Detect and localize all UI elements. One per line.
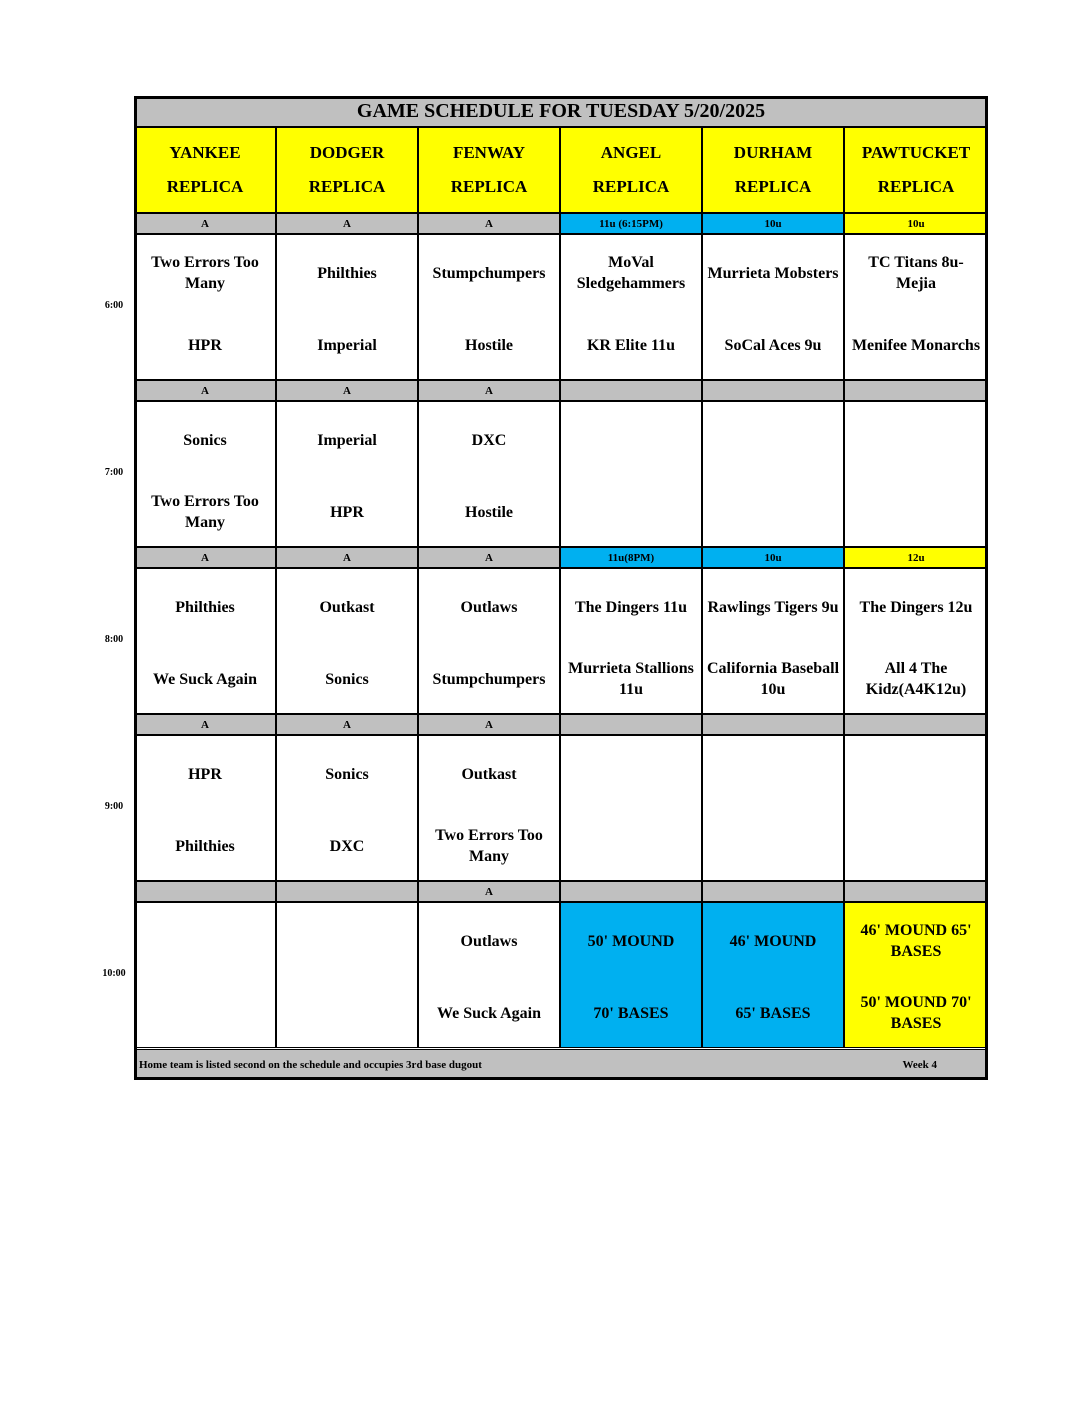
division-label: 12u xyxy=(844,547,988,568)
away-team xyxy=(849,744,983,804)
division-label xyxy=(702,714,844,735)
game-cell xyxy=(418,234,560,380)
game-cell xyxy=(418,902,560,1048)
home-team xyxy=(565,816,697,876)
venue-header-angel xyxy=(560,127,702,213)
field-info-top: 46' MOUND 65' BASES xyxy=(860,922,972,960)
home-team: Stumpchumpers xyxy=(432,670,546,688)
home-team: Murrieta Stallions 11u xyxy=(568,660,694,698)
time-label: 6:00 xyxy=(104,300,124,311)
division-label xyxy=(844,380,988,401)
venue-subtitle: REPLICA xyxy=(734,177,812,196)
home-team: Hostile xyxy=(465,336,513,354)
field-dimensions-cell xyxy=(844,902,988,1048)
division-label: 10u xyxy=(844,213,988,234)
home-team: Sonics xyxy=(325,670,369,688)
game-cell xyxy=(560,401,702,547)
footer-note: Home team is listed second on the schedule and occupies 3rd base dugout xyxy=(139,1058,482,1071)
division-label: A xyxy=(418,881,560,902)
home-team: HPR xyxy=(330,503,364,521)
away-team: Outlaws xyxy=(460,932,518,950)
home-team: DXC xyxy=(329,837,365,855)
home-team: Two Errors Too Many xyxy=(151,493,259,531)
home-team xyxy=(707,482,839,542)
field-info-bottom: 65' BASES xyxy=(735,1004,811,1022)
home-team: California Baseball 10u xyxy=(707,660,840,698)
division-label: A xyxy=(276,547,418,568)
division-label: 10u xyxy=(702,213,844,234)
field-dimensions-cell xyxy=(702,902,844,1048)
field-dimensions-cell xyxy=(560,902,702,1048)
away-team: Outlaws xyxy=(460,598,518,616)
away-team: The Dingers 12u xyxy=(859,598,973,616)
venue-subtitle: REPLICA xyxy=(877,177,955,196)
away-team: The Dingers 11u xyxy=(574,598,687,616)
home-team: Philthies xyxy=(175,837,235,855)
venue-header-yankee xyxy=(134,127,276,213)
field-info-top: 50' MOUND xyxy=(587,932,675,950)
division-label: A xyxy=(134,213,276,234)
field-info-bottom: 70' BASES xyxy=(593,1004,669,1022)
venue-header-pawtucket xyxy=(844,127,988,213)
division-label: A xyxy=(418,714,560,735)
away-team: MoVal Sledgehammers xyxy=(576,254,686,292)
game-cell xyxy=(560,735,702,881)
home-team xyxy=(565,482,697,542)
division-label: A xyxy=(134,714,276,735)
venue-name: PAWTUCKET xyxy=(861,143,971,162)
home-team: We Suck Again xyxy=(152,670,258,688)
game-cell xyxy=(844,401,988,547)
game-cell xyxy=(276,401,418,547)
game-cell xyxy=(276,735,418,881)
away-team: Murrieta Mobsters xyxy=(707,264,839,282)
game-cell xyxy=(134,735,276,881)
division-label: 11u(8PM) xyxy=(560,547,702,568)
home-team: KR Elite 11u xyxy=(586,336,675,354)
away-team xyxy=(139,911,271,971)
division-label: A xyxy=(134,547,276,568)
division-label: A xyxy=(418,380,560,401)
game-cell xyxy=(418,568,560,714)
game-cell xyxy=(418,401,560,547)
away-team: Imperial xyxy=(317,431,377,449)
game-cell xyxy=(134,234,276,380)
week-label: Week 4 xyxy=(902,1058,937,1071)
field-info-top: 46' MOUND xyxy=(729,932,817,950)
away-team: Outkast xyxy=(319,598,375,616)
away-team: HPR xyxy=(188,765,222,783)
home-team: Two Errors Too Many xyxy=(435,827,543,865)
venue-header-fenway xyxy=(418,127,560,213)
venue-name: DURHAM xyxy=(733,143,813,162)
division-label xyxy=(560,714,702,735)
footer-bar xyxy=(134,1049,988,1080)
away-team: Stumpchumpers xyxy=(432,264,546,282)
game-cell xyxy=(702,401,844,547)
game-cell xyxy=(418,735,560,881)
time-column xyxy=(94,96,134,1080)
game-cell xyxy=(560,568,702,714)
away-team: Philthies xyxy=(317,264,377,282)
time-label: 9:00 xyxy=(104,801,124,812)
division-label xyxy=(844,881,988,902)
away-team xyxy=(565,744,697,804)
away-team: Sonics xyxy=(183,431,227,449)
away-team xyxy=(707,744,839,804)
venue-name: YANKEE xyxy=(169,143,241,162)
division-label: A xyxy=(418,213,560,234)
time-label: 7:00 xyxy=(104,467,124,478)
division-label: A xyxy=(276,213,418,234)
away-team: Rawlings Tigers 9u xyxy=(707,598,839,616)
division-label xyxy=(560,380,702,401)
home-team xyxy=(849,482,983,542)
time-label: 8:00 xyxy=(104,634,124,645)
away-team: DXC xyxy=(471,431,507,449)
venue-header-dodger xyxy=(276,127,418,213)
division-label xyxy=(134,881,276,902)
division-label xyxy=(702,380,844,401)
division-label xyxy=(276,881,418,902)
away-team: Two Errors Too Many xyxy=(151,254,259,292)
division-label: A xyxy=(134,380,276,401)
away-team xyxy=(281,911,413,971)
home-team: All 4 The Kidz(A4K12u) xyxy=(865,660,967,698)
venue-header-durham xyxy=(702,127,844,213)
time-label: 10:00 xyxy=(102,968,126,979)
division-label xyxy=(560,881,702,902)
game-cell xyxy=(134,401,276,547)
game-cell xyxy=(276,902,418,1048)
game-cell xyxy=(702,735,844,881)
home-team: SoCal Aces 9u xyxy=(724,336,822,354)
home-team: Hostile xyxy=(465,503,513,521)
division-label: 10u xyxy=(702,547,844,568)
home-team xyxy=(139,983,271,1043)
venue-subtitle: REPLICA xyxy=(450,177,528,196)
division-label xyxy=(702,881,844,902)
away-team: TC Titans 8u-Mejia xyxy=(868,254,964,292)
game-cell xyxy=(844,234,988,380)
game-cell xyxy=(276,234,418,380)
home-team: Menifee Monarchs xyxy=(851,336,981,354)
venue-name: FENWAY xyxy=(452,143,526,162)
away-team: Sonics xyxy=(325,765,369,783)
venue-subtitle: REPLICA xyxy=(308,177,386,196)
home-team: Imperial xyxy=(317,336,377,354)
division-label: 11u (6:15PM) xyxy=(560,213,702,234)
away-team: Philthies xyxy=(175,598,235,616)
game-cell xyxy=(844,568,988,714)
game-cell xyxy=(702,568,844,714)
game-cell xyxy=(134,568,276,714)
home-team xyxy=(281,983,413,1043)
game-cell xyxy=(844,735,988,881)
home-team: We Suck Again xyxy=(436,1004,542,1022)
away-team xyxy=(849,410,983,470)
game-cell xyxy=(702,234,844,380)
home-team xyxy=(707,816,839,876)
home-team xyxy=(849,816,983,876)
game-cell xyxy=(276,568,418,714)
home-team: HPR xyxy=(188,336,222,354)
venue-subtitle: REPLICA xyxy=(166,177,244,196)
away-team xyxy=(707,410,839,470)
division-label xyxy=(844,714,988,735)
division-label: A xyxy=(276,380,418,401)
schedule-table xyxy=(134,96,988,1080)
away-team: Outkast xyxy=(461,765,517,783)
venue-name: ANGEL xyxy=(600,143,662,162)
venue-name: DODGER xyxy=(309,143,385,162)
schedule-title: GAME SCHEDULE FOR TUESDAY 5/20/2025 xyxy=(134,96,988,127)
game-cell xyxy=(134,902,276,1048)
division-label: A xyxy=(276,714,418,735)
game-cell xyxy=(560,234,702,380)
venue-subtitle: REPLICA xyxy=(592,177,670,196)
away-team xyxy=(565,410,697,470)
field-info-bottom: 50' MOUND 70' BASES xyxy=(860,994,972,1032)
division-label: A xyxy=(418,547,560,568)
